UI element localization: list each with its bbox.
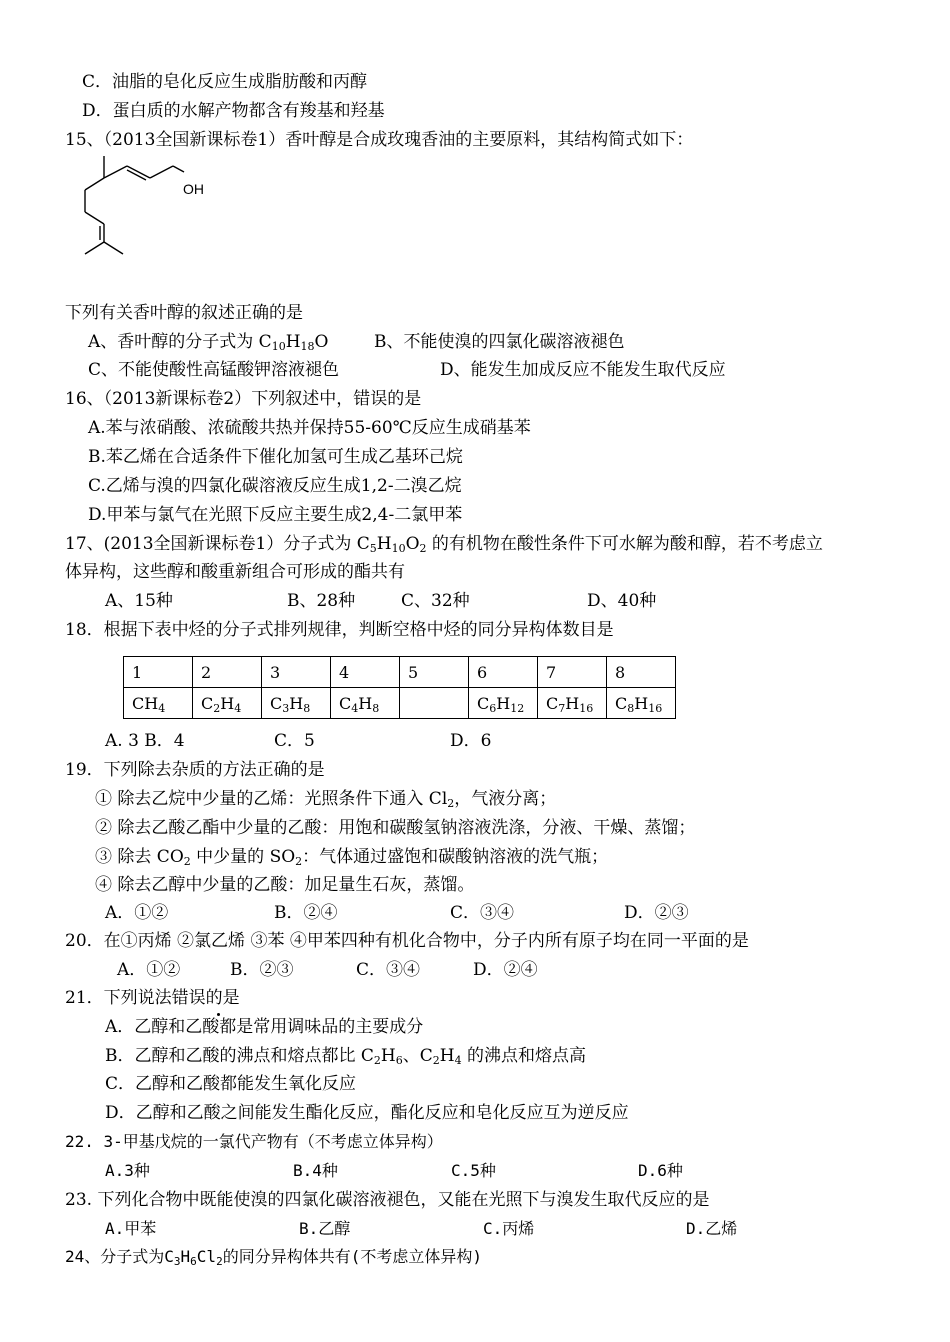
subscript: 10 — [271, 340, 286, 353]
q20-option-c: C．③④ — [356, 960, 421, 980]
table-cell: 6 — [469, 657, 538, 688]
q17-stem — [65, 533, 823, 555]
q19-option-a: A．①② — [105, 903, 169, 923]
q17-option-d: D、40种 — [587, 591, 657, 611]
q19-item-1 — [95, 788, 556, 810]
q16-stem: 16、（2013新课标卷2）下列叙述中，错误的是 — [65, 389, 422, 409]
table-cell: 3 — [262, 657, 331, 688]
formula-text: H — [380, 1046, 396, 1066]
subscript: 10 — [391, 542, 406, 555]
formula-cell: $CH_4$ — [124, 688, 193, 719]
q15-option-a — [88, 331, 328, 353]
q19-item-text: ：气体通过盛饱和碳酸钠溶液的洗气瓶； — [302, 847, 609, 867]
q18-stem: 18．根据下表中烃的分子式排列规律，判断空格中烃的同分异构体数目是 — [65, 620, 614, 640]
table-row-numbers — [124, 657, 676, 688]
formula-cell: $C_8H_{16}$ — [607, 688, 676, 719]
q19-item-text: ③ 除去 CO — [95, 847, 184, 867]
q15-option-d: D、能发生加成反应不能发生取代反应 — [440, 360, 726, 380]
q21-option-b — [105, 1045, 586, 1067]
q18-option-d: D．6 — [450, 731, 492, 751]
q24-stem-text: 的同分异构体共有(不考虑立体异构) — [222, 1247, 482, 1266]
table-cell: 1 — [124, 657, 193, 688]
q22-stem: 22. 3-甲基戊烷的一氯代产物有（不考虑立体异构） — [65, 1132, 443, 1151]
q21-option-b-text: 的沸点和熔点高 — [461, 1046, 586, 1066]
q23-option-a: A.甲苯 — [105, 1219, 157, 1238]
formula-text: H — [180, 1247, 191, 1266]
q17-option-c: C、32种 — [401, 591, 470, 611]
q20-stem: 20．在①丙烯 ②氯乙烯 ③苯 ④甲苯四种有机化合物中，分子内所有原子均在同一平面的是 — [65, 931, 749, 951]
formula-cell: $C_2H_4$ — [193, 688, 262, 719]
q19-option-d: D．②③ — [624, 903, 689, 923]
q19-item-4: ④ 除去乙醇中少量的乙酸：加足量生石灰，蒸馏。 — [95, 875, 475, 895]
formula-text: Cl — [196, 1247, 217, 1266]
formula-cell-empty — [400, 688, 469, 719]
subscript: 6 — [190, 1255, 197, 1268]
formula-cell: $C_4H_8$ — [331, 688, 400, 719]
formula-cell: $C_6H_{12}$ — [469, 688, 538, 719]
q21-option-d: D．乙醇和乙酸之间能发生酯化反应，酯化反应和皂化反应互为逆反应 — [105, 1103, 629, 1123]
q16-option-d: D.甲苯与氯气在光照下反应主要生成2,4-二氯甲苯 — [88, 505, 463, 525]
q16-option-c: C.乙烯与溴的四氯化碳溶液反应生成1,2-二溴乙烷 — [88, 476, 462, 496]
subscript: 2 — [447, 797, 455, 810]
table-cell: 2 — [193, 657, 262, 688]
table-cell: 5 — [400, 657, 469, 688]
q15-option-c: C、不能使酸性高锰酸钾溶液褪色 — [88, 360, 340, 380]
q15-question: 下列有关香叶醇的叙述正确的是 — [65, 303, 303, 323]
q19-item-text: ① 除去乙烷中少量的乙烯：光照条件下通入 Cl — [95, 789, 448, 809]
subscript: 2 — [373, 1054, 381, 1067]
q23-stem: 23. 下列化合物中既能使溴的四氯化碳溶液褪色，又能在光照下与溴发生取代反应的是 — [65, 1190, 710, 1210]
subscript: 3 — [173, 1255, 181, 1268]
subscript: 2 — [295, 855, 303, 868]
q17-stem-text: 17、(2013全国新课标卷1）分子式为 C — [65, 534, 370, 554]
subscript: 18 — [300, 340, 315, 353]
subscript: 2 — [432, 1054, 440, 1067]
subscript: 2 — [183, 855, 191, 868]
q20-option-b: B．②③ — [230, 960, 294, 980]
q21-option-c: C．乙醇和乙酸都能发生氧化反应 — [105, 1074, 357, 1094]
subscript: 2 — [419, 542, 427, 555]
q15-stem: 15、（2013全国新课标卷1）香叶醇是合成玫瑰香油的主要原料，其结构简式如下： — [65, 130, 694, 150]
geraniol-structure — [60, 148, 200, 268]
q22-option-d: D.6种 — [638, 1161, 683, 1180]
q19-stem: 19．下列除去杂质的方法正确的是 — [65, 760, 325, 780]
q17-option-b: B、28种 — [287, 591, 356, 611]
table-cell: 7 — [538, 657, 607, 688]
q20-option-a: A．①② — [117, 960, 181, 980]
q24-stem-text: 24、分子式为C — [65, 1247, 174, 1266]
q14-option-c: C．油脂的皂化反应生成脂肪酸和丙醇 — [82, 72, 368, 92]
q21-stem: 21．下列说法错误的是 — [65, 988, 240, 1008]
q19-item-text: ，气液分离； — [454, 789, 557, 809]
q17-option-a: A、15种 — [105, 591, 173, 611]
q21-option-a: A．乙醇和乙酸都是常用调味品的主要成分 — [105, 1017, 424, 1037]
formula-text: O — [405, 534, 420, 554]
q22-option-c: C.5种 — [451, 1161, 496, 1180]
formula-cell: $C_7H_{16}$ — [538, 688, 607, 719]
q19-option-b: B．②④ — [274, 903, 338, 923]
q15-option-b: B、不能使溴的四氯化碳溶液褪色 — [374, 332, 625, 352]
q18-option-ab: A. 3 B．4 — [105, 731, 185, 751]
q21-option-b-text: B．乙醇和乙酸的沸点和熔点都比 C — [105, 1046, 374, 1066]
table-row-formulas — [124, 688, 676, 719]
q19-option-c: C．③④ — [450, 903, 515, 923]
q19-item-text: 中少量的 SO — [190, 847, 296, 867]
table-cell: 8 — [607, 657, 676, 688]
q17-stem-line2: 体异构，这些醇和酸重新组合可形成的酯共有 — [65, 562, 405, 582]
formula-text: H — [285, 332, 301, 352]
q18-option-c: C．5 — [274, 731, 315, 751]
q24-stem — [65, 1246, 482, 1268]
formula-text: O — [314, 332, 329, 352]
table-cell: 4 — [331, 657, 400, 688]
q22-option-b: B.4种 — [293, 1161, 338, 1180]
q23-option-d: D.乙烯 — [686, 1219, 738, 1238]
hydroxyl-label: OH — [183, 181, 204, 197]
formula-cell: $C_3H_8$ — [262, 688, 331, 719]
hydrocarbon-table — [123, 656, 676, 719]
q14-option-d: D．蛋白质的水解产物都含有羧基和羟基 — [82, 101, 385, 121]
subscript: 5 — [369, 542, 377, 555]
q22-option-a: A.3种 — [105, 1161, 150, 1180]
q20-option-d: D．②④ — [473, 960, 538, 980]
subscript: 6 — [395, 1054, 403, 1067]
q17-stem-text: 的有机物在酸性条件下可水解为酸和醇，若不考虑立 — [426, 534, 823, 554]
formula-text: H — [376, 534, 392, 554]
q15-option-a-text: A、香叶醇的分子式为 C — [88, 332, 272, 352]
formula-text: 、C — [402, 1046, 433, 1066]
q16-option-b: B.苯乙烯在合适条件下催化加氢可生成乙基环己烷 — [88, 447, 463, 467]
q23-option-c: C.丙烯 — [483, 1219, 535, 1238]
q23-option-b: B.乙醇 — [299, 1219, 351, 1238]
formula-text: H — [439, 1046, 455, 1066]
q16-option-a: A.苯与浓硝酸、浓硫酸共热并保持55-60℃反应生成硝基苯 — [88, 418, 531, 438]
subscript: 4 — [454, 1054, 462, 1067]
q19-item-2: ② 除去乙酸乙酯中少量的乙酸：用饱和碳酸氢钠溶液洗涤，分液、干燥、蒸馏； — [95, 818, 696, 838]
q19-item-3 — [95, 846, 608, 868]
subscript: 2 — [216, 1255, 223, 1268]
